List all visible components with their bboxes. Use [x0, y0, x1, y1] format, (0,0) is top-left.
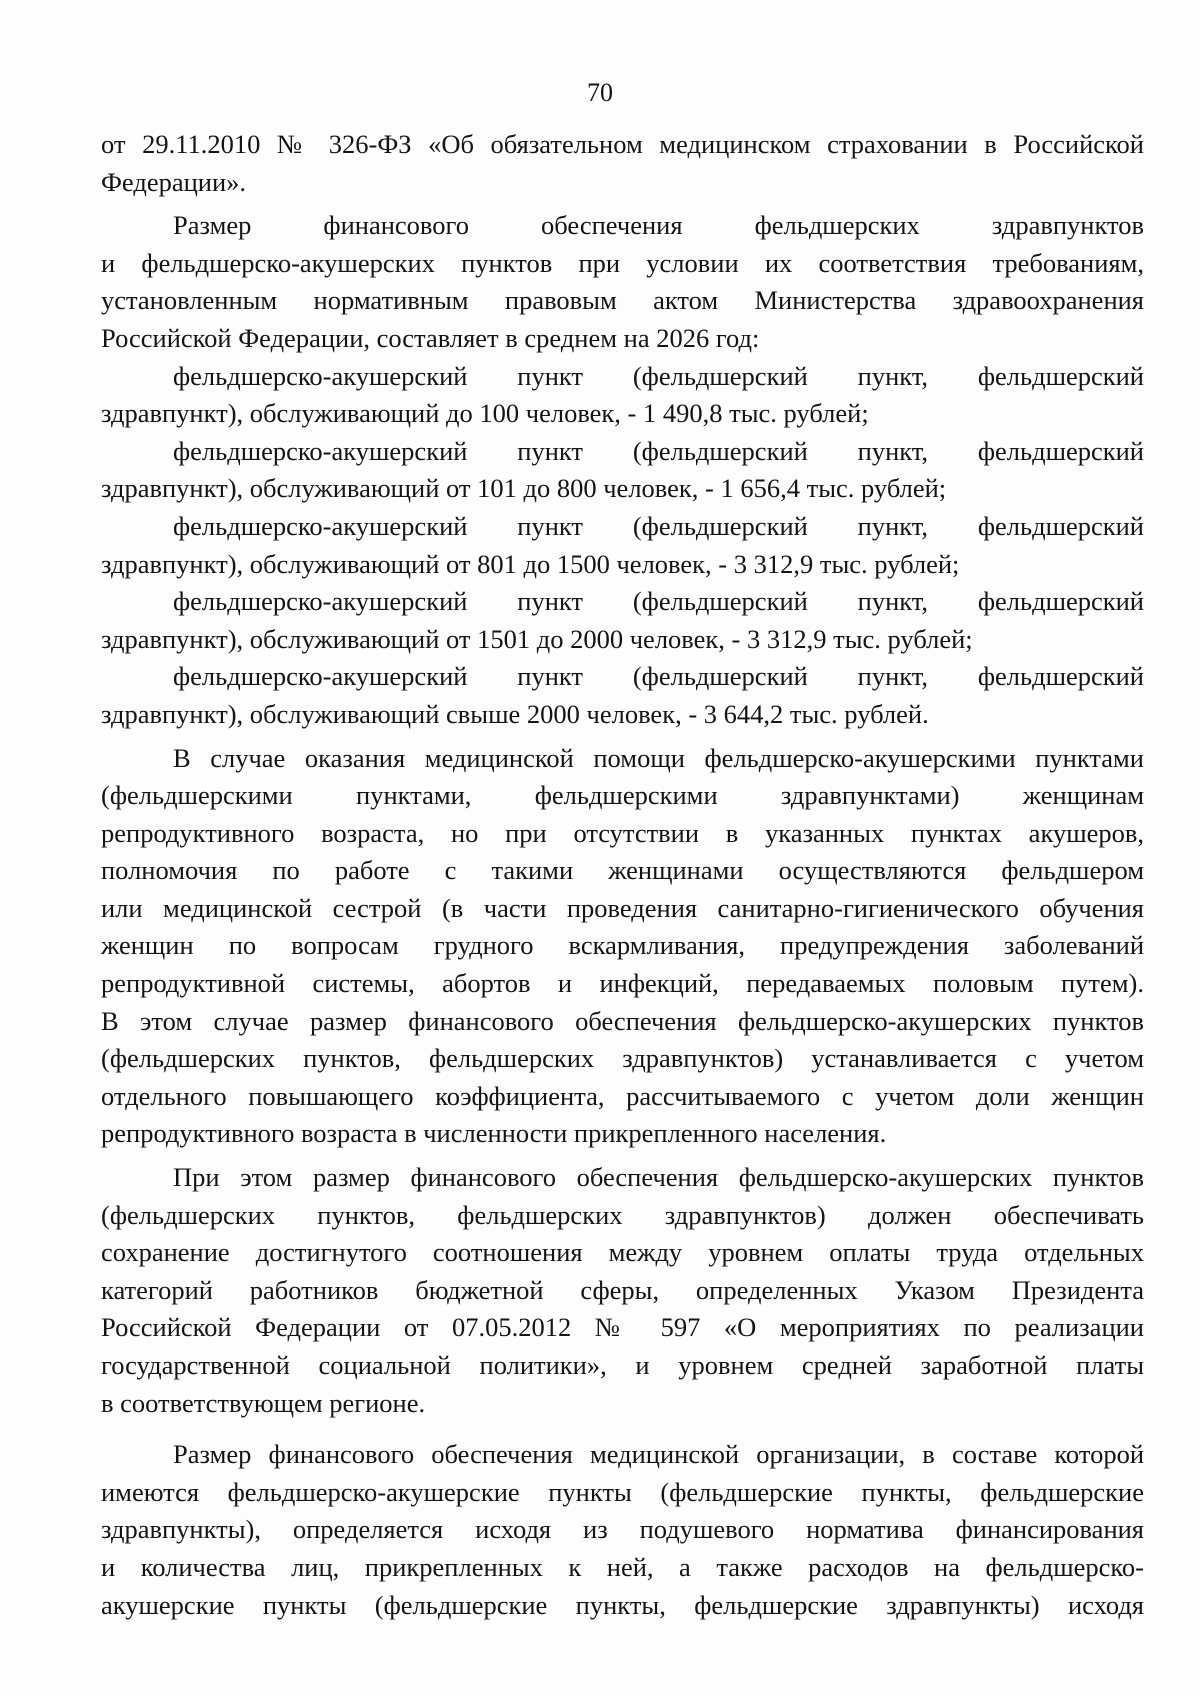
text-line: и фельдшерско-акушерских пунктов при условии их соответствия требованиям,	[101, 247, 1144, 278]
text-line: (фельдшерских пунктов, фельдшерских здравпунктов) устанавливается с учетом	[101, 1043, 1144, 1074]
text-line: При этом размер финансового обеспечения фельдшерско-акушерских пунктов	[173, 1162, 1144, 1193]
text-line: женщин по вопросам грудного вскармливания, предупреждения заболеваний	[101, 930, 1144, 961]
text-line: (фельдшерскими пунктами, фельдшерскими здравпунктами) женщинам	[101, 780, 1144, 811]
paragraph-p9	[101, 1436, 1144, 1624]
text-line: фельдшерско-акушерский пункт (фельдшерский пункт, фельдшерский	[173, 360, 1144, 391]
text-line: Российской Федерации, составляет в среднем на 2026 год:	[101, 322, 760, 353]
text-line: фельдшерско-акушерский пункт (фельдшерский пункт, фельдшерский	[173, 586, 1144, 617]
text-line: фельдшерско-акушерский пункт (фельдшерский пункт, фельдшерский	[173, 510, 1144, 541]
text-line: здравпункт), обслуживающий до 100 человек, - 1 490,8 тыс. рублей;	[101, 398, 869, 429]
text-line: здравпункт), обслуживающий от 801 до 1500 человек, - 3 312,9 тыс. рублей;	[101, 548, 960, 579]
text-line: фельдшерско-акушерский пункт (фельдшерский пункт, фельдшерский	[173, 661, 1144, 692]
text-line: здравпункт), обслуживающий от 1501 до 2000 человек, - 3 312,9 тыс. рублей;	[101, 623, 973, 654]
text-line: категорий работников бюджетной сферы, определенных Указом Президента	[101, 1274, 1144, 1305]
text-line: фельдшерско-акушерский пункт (фельдшерский пункт, фельдшерский	[173, 435, 1144, 466]
text-line: (фельдшерских пунктов, фельдшерских здравпунктов) должен обеспечивать	[101, 1199, 1144, 1230]
paragraph-p8	[101, 1159, 1144, 1422]
text-line: здравпункт), обслуживающий свыше 2000 человек, - 3 644,2 тыс. рублей.	[101, 698, 929, 729]
text-line: здравпункт), обслуживающий от 101 до 800 человек, - 1 656,4 тыс. рублей;	[101, 473, 947, 504]
text-line: Размер финансового обеспечения фельдшерских здравпунктов	[173, 210, 1144, 241]
text-line: репродуктивной системы, абортов и инфекций, передаваемых половым путем).	[101, 968, 1144, 999]
text-line: Размер финансового обеспечения медицинской организации, в составе которой	[173, 1439, 1144, 1470]
text-line: имеются фельдшерско-акушерские пункты (фельдшерские пункты, фельдшерские	[101, 1476, 1144, 1507]
text-line: полномочия по работе с такими женщинами осуществляются фельдшером	[101, 855, 1144, 886]
text-line: Федерации».	[101, 166, 247, 197]
text-line: репродуктивного возраста, но при отсутствии в указанных пунктах акушеров,	[101, 817, 1144, 848]
page-number: 70	[587, 78, 613, 107]
text-line: в соответствующем регионе.	[101, 1387, 426, 1418]
text-line: В этом случае размер финансового обеспечения фельдшерско-акушерских пунктов	[101, 1005, 1144, 1036]
text-line: репродуктивного возраста в численности прикрепленного населения.	[101, 1118, 887, 1149]
paragraph-p7	[101, 740, 1144, 1154]
text-line: Российской Федерации от 07.05.2012 № 597 «О мероприятиях по реализации	[101, 1312, 1144, 1343]
paragraph-p1	[101, 207, 1144, 357]
paragraph-p5	[101, 583, 1144, 658]
text-line: В случае оказания медицинской помощи фельдшерско-акушерскими пунктами	[173, 742, 1144, 773]
paragraph-p0	[101, 126, 1144, 201]
text-line: отдельного повышающего коэффициента, рассчитываемого с учетом доли женщин	[101, 1080, 1144, 1111]
paragraph-p2	[101, 358, 1144, 433]
document-body	[101, 126, 1144, 1624]
paragraph-p6	[101, 658, 1144, 733]
text-line: от 29.11.2010 № 326-ФЗ «Об обязательном медицинском страховании в Российской	[101, 129, 1144, 159]
text-line: государственной социальной политики», и уровнем средней заработной платы	[101, 1350, 1144, 1380]
paragraph-p3	[101, 433, 1144, 508]
text-line: акушерские пункты (фельдшерские пункты, фельдшерские здравпункты) исходя	[101, 1589, 1144, 1620]
text-line: и количества лиц, прикрепленных к ней, а также расходов на фельдшерско-	[101, 1551, 1144, 1582]
paragraph-p4	[101, 508, 1144, 583]
text-line: здравпункты), определяется исходя из подушевого норматива финансирования	[101, 1514, 1144, 1545]
text-line: или медицинской сестрой (в части проведения санитарно-гигиенического обучения	[101, 892, 1144, 923]
text-line: сохранение достигнутого соотношения между уровнем оплаты труда отдельных	[101, 1237, 1144, 1268]
text-line: установленным нормативным правовым актом Министерства здравоохранения	[101, 285, 1144, 316]
